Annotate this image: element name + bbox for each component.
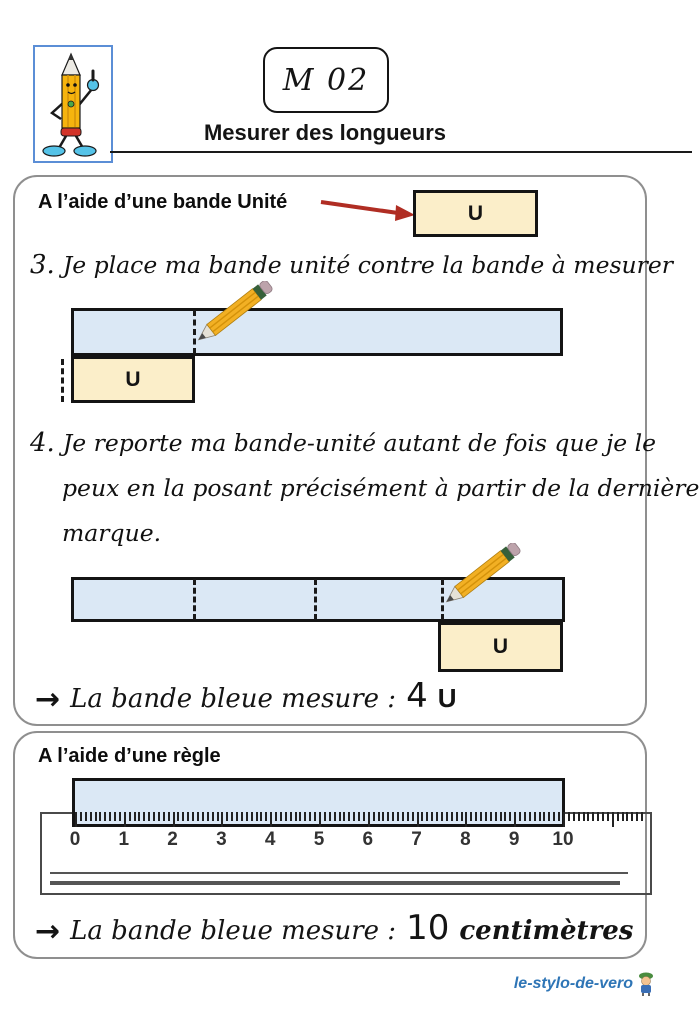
- ruler-groove-1: [50, 872, 628, 874]
- pencil-character-icon: [35, 47, 107, 157]
- step4-line1: [30, 428, 656, 458]
- conclusion1-unit: U: [437, 683, 457, 713]
- conclusion2-unit: centimètres: [459, 916, 634, 946]
- conclusion-regle: [35, 908, 633, 948]
- step3-sentence: Je place ma bande unité contre la bande à mesurer: [62, 251, 674, 279]
- ruler-number: 4: [264, 829, 276, 850]
- unit-box-step4: [438, 622, 563, 672]
- ruler-number: 1: [118, 829, 130, 850]
- right-arrow-icon: →: [35, 682, 61, 717]
- start-mark-dash: [61, 359, 64, 402]
- red-arrow-icon: [318, 194, 418, 224]
- step4-line2: peux en la posant précisément à partir de la dernière: [62, 474, 699, 502]
- lesson-code-box: [263, 47, 389, 113]
- conclusion1-value: 4: [406, 676, 428, 716]
- unit-mark-dash-2: [314, 579, 317, 620]
- ruler-number: 6: [362, 829, 374, 850]
- panel1-heading: A l’aide d’une bande Unité: [38, 191, 288, 213]
- step3-number: 3.: [30, 250, 55, 280]
- step4-number: 4.: [30, 428, 55, 458]
- footer-credit: [460, 972, 655, 996]
- right-arrow-icon: →: [35, 914, 61, 949]
- mascot-frame: [33, 45, 113, 163]
- panel2-heading: A l’aide d’une règle: [38, 745, 221, 767]
- ruler-number: 9: [508, 829, 520, 850]
- step4-sentence1: Je reporte ma bande-unité autant de fois que je le: [62, 429, 657, 457]
- pencil-icon: [433, 543, 533, 615]
- blue-band-regle: [72, 778, 565, 827]
- unit-box-step3: [71, 356, 195, 403]
- ruler-number: 10: [552, 829, 574, 850]
- ruler-number: 5: [313, 829, 325, 850]
- step4-line3: marque.: [62, 519, 162, 547]
- header-rule: [110, 151, 692, 153]
- ruler-number: 0: [69, 829, 81, 850]
- unit-label: U: [125, 367, 141, 391]
- ruler-groove-2: [50, 881, 620, 885]
- unit-mark-dash-1: [193, 579, 196, 620]
- step3-text: [30, 250, 673, 280]
- conclusion1-text: La bande bleue mesure :: [70, 684, 397, 714]
- conclusion2-text: La bande bleue mesure :: [70, 916, 397, 946]
- unit-box-reference: [413, 190, 538, 237]
- ruler-number: 8: [460, 829, 471, 850]
- ruler-number: 7: [411, 829, 422, 850]
- lesson-code: M 02: [282, 62, 370, 98]
- small-character-icon: [637, 972, 655, 996]
- credit-text: le-stylo-de-vero: [513, 975, 633, 992]
- conclusion2-value: 10: [406, 908, 450, 948]
- ruler-number: 3: [216, 829, 227, 850]
- unit-label: U: [492, 635, 509, 658]
- page-title: Mesurer des longueurs: [203, 120, 447, 145]
- pencil-icon: [185, 281, 285, 353]
- unit-label: U: [467, 201, 484, 225]
- ruler-number: 2: [167, 829, 178, 850]
- conclusion-bande: [35, 676, 457, 716]
- blue-band-step3: [71, 308, 563, 356]
